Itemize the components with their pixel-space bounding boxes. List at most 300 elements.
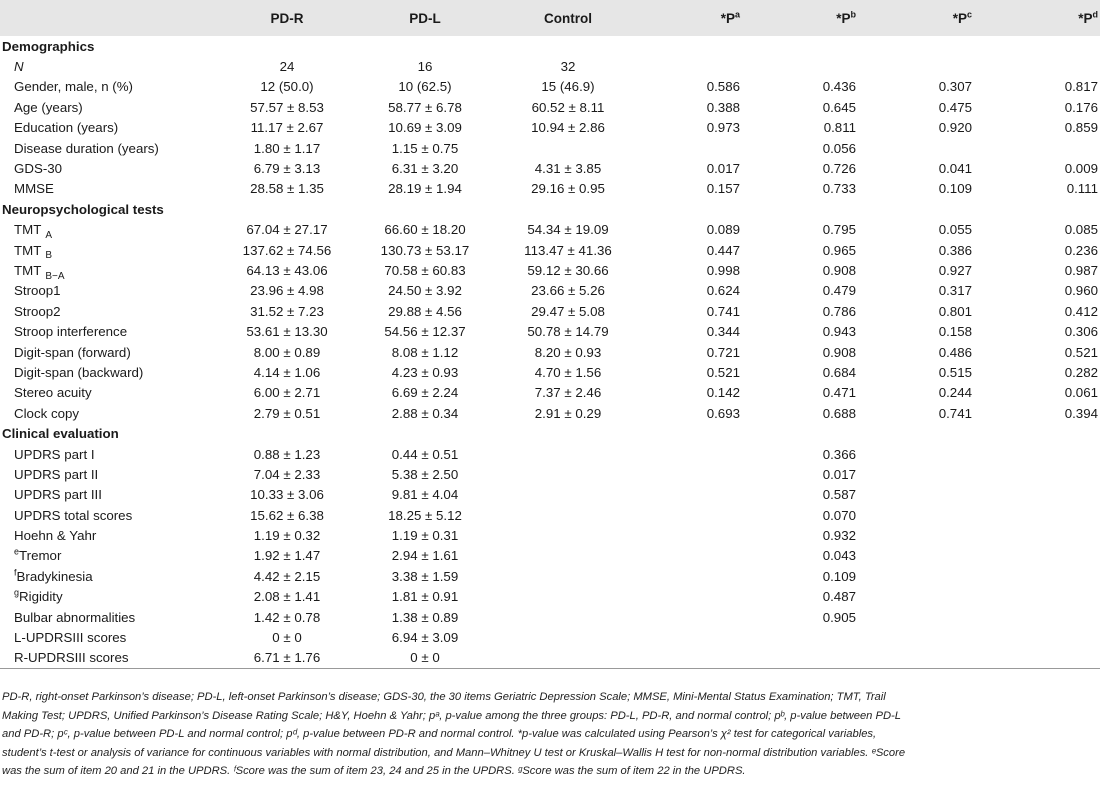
row-label-subscript: B−A bbox=[45, 270, 65, 282]
section-title: Demographics bbox=[2, 38, 95, 54]
row-label bbox=[0, 546, 218, 566]
table-row bbox=[0, 525, 1100, 545]
row-label-text: Stroop1 bbox=[14, 283, 61, 299]
table-row bbox=[0, 97, 1100, 117]
row-label-text: Rigidity bbox=[19, 589, 63, 605]
value-cell: 2.94 ± 1.61 bbox=[391, 548, 459, 564]
p-value-cell: 0.176 bbox=[1064, 99, 1098, 115]
p-value-cell bbox=[642, 444, 758, 464]
value-cell bbox=[494, 505, 642, 525]
p-value-cell bbox=[642, 566, 758, 586]
p-value-cell: 0.486 bbox=[938, 344, 972, 360]
row-label bbox=[0, 118, 218, 138]
p-value-cell: 0.741 bbox=[706, 303, 740, 319]
p-value-cell: 0.927 bbox=[938, 262, 972, 278]
p-value-cell: 0.987 bbox=[1064, 262, 1098, 278]
value-cell: 23.66 ± 5.26 bbox=[531, 283, 605, 299]
p-value-cell: 0.056 bbox=[822, 140, 856, 156]
p-value-cell: 0.109 bbox=[938, 181, 972, 197]
section-title: Clinical evaluation bbox=[2, 426, 119, 442]
table-row bbox=[0, 220, 1100, 240]
row-label-text: UPDRS part III bbox=[14, 487, 102, 503]
row-label bbox=[0, 56, 218, 76]
row-label-marker: f bbox=[14, 567, 17, 578]
p-value-cell: 0.055 bbox=[938, 222, 972, 238]
value-cell: 1.42 ± 0.78 bbox=[253, 609, 321, 625]
row-label bbox=[0, 566, 218, 586]
p-value-cell: 0.412 bbox=[1064, 303, 1098, 319]
value-cell bbox=[494, 138, 642, 158]
section-row bbox=[0, 36, 1100, 56]
p-value-cell: 0.043 bbox=[822, 548, 856, 564]
p-value-cell: 0.587 bbox=[822, 487, 856, 503]
row-label-text: Stroop interference bbox=[14, 324, 128, 340]
p-value-cell: 0.795 bbox=[822, 222, 856, 238]
header-label bbox=[0, 0, 218, 36]
p-value-cell bbox=[874, 648, 990, 668]
row-label-text: Clock copy bbox=[14, 405, 80, 421]
p-value-cell bbox=[874, 505, 990, 525]
value-cell bbox=[494, 444, 642, 464]
value-cell: 1.19 ± 0.31 bbox=[391, 528, 459, 544]
table-row bbox=[0, 362, 1100, 382]
p-value-cell bbox=[990, 464, 1100, 484]
row-label bbox=[0, 321, 218, 341]
p-value-cell: 0.817 bbox=[1064, 79, 1098, 95]
p-value-cell: 0.017 bbox=[706, 161, 740, 177]
p-value-cell bbox=[874, 464, 990, 484]
p-value-cell: 0.801 bbox=[938, 303, 972, 319]
value-cell: 32 bbox=[560, 59, 576, 75]
value-cell: 10.33 ± 3.06 bbox=[250, 487, 324, 503]
p-value-cell: 0.386 bbox=[938, 242, 972, 258]
p-value-cell bbox=[874, 485, 990, 505]
value-cell: 1.38 ± 0.89 bbox=[391, 609, 459, 625]
value-cell: 54.56 ± 12.37 bbox=[384, 324, 466, 340]
p-value-cell bbox=[642, 138, 758, 158]
p-value-cell: 0.684 bbox=[822, 364, 856, 380]
row-label bbox=[0, 403, 218, 423]
row-label bbox=[0, 587, 218, 607]
p-value-cell: 0.965 bbox=[822, 242, 856, 258]
row-label-text: Stereo acuity bbox=[14, 385, 92, 401]
header-p-a-sup: a bbox=[734, 9, 740, 19]
p-value-cell: 0.973 bbox=[706, 120, 740, 136]
p-value-cell bbox=[642, 607, 758, 627]
p-value-cell: 0.859 bbox=[1064, 120, 1098, 136]
value-cell: 0 ± 0 bbox=[356, 648, 494, 668]
value-cell bbox=[494, 648, 642, 668]
row-label-text: UPDRS part I bbox=[14, 446, 95, 462]
p-value-cell: 0.157 bbox=[706, 181, 740, 197]
value-cell: 113.47 ± 41.36 bbox=[524, 242, 612, 258]
p-value-cell bbox=[758, 648, 874, 668]
header-p-d-sup: d bbox=[1092, 9, 1098, 19]
row-label bbox=[0, 97, 218, 117]
p-value-cell: 0.070 bbox=[822, 507, 856, 523]
value-cell bbox=[494, 546, 642, 566]
value-cell: 53.61 ± 13.30 bbox=[246, 324, 328, 340]
value-cell: 2.88 ± 0.34 bbox=[391, 405, 459, 421]
value-cell: 6.69 ± 2.24 bbox=[391, 385, 459, 401]
table-row bbox=[0, 56, 1100, 76]
p-value-cell: 0.236 bbox=[1064, 242, 1098, 258]
row-label bbox=[0, 485, 218, 505]
header-p-b-prefix: *P bbox=[836, 10, 851, 26]
p-value-cell: 0.447 bbox=[706, 242, 740, 258]
value-cell: 6.94 ± 3.09 bbox=[391, 630, 459, 646]
row-label-marker: g bbox=[14, 587, 20, 598]
value-cell: 29.88 ± 4.56 bbox=[388, 303, 462, 319]
header-p-a bbox=[642, 0, 758, 36]
p-value-cell: 0.693 bbox=[706, 405, 740, 421]
header-p-d bbox=[990, 0, 1100, 36]
value-cell: 0.88 ± 1.23 bbox=[253, 446, 321, 462]
row-label bbox=[0, 464, 218, 484]
value-cell: 58.77 ± 6.78 bbox=[388, 99, 462, 115]
section-title: Neuropsychological tests bbox=[2, 201, 164, 217]
table-row bbox=[0, 321, 1100, 341]
p-value-cell bbox=[990, 607, 1100, 627]
table-row bbox=[0, 485, 1100, 505]
value-cell: 6.79 ± 3.13 bbox=[253, 161, 321, 177]
value-cell: 31.52 ± 7.23 bbox=[250, 303, 324, 319]
value-cell: 4.14 ± 1.06 bbox=[253, 364, 321, 380]
p-value-cell bbox=[642, 505, 758, 525]
row-label-text: Digit-span (backward) bbox=[14, 364, 144, 380]
value-cell: 6.00 ± 2.71 bbox=[253, 385, 321, 401]
table-row bbox=[0, 627, 1100, 647]
row-label bbox=[0, 525, 218, 545]
value-cell: 9.81 ± 4.04 bbox=[391, 487, 459, 503]
value-cell: 1.15 ± 0.75 bbox=[391, 140, 459, 156]
table-row bbox=[0, 260, 1100, 280]
row-label bbox=[0, 158, 218, 178]
p-value-cell: 0.721 bbox=[706, 344, 740, 360]
p-value-cell bbox=[874, 138, 990, 158]
value-cell: 10.69 ± 3.09 bbox=[388, 120, 462, 136]
p-value-cell: 0.943 bbox=[822, 324, 856, 340]
header-control: Control bbox=[544, 10, 592, 26]
row-label bbox=[0, 179, 218, 199]
value-cell: 23.96 ± 4.98 bbox=[250, 283, 324, 299]
p-value-cell: 0.142 bbox=[706, 385, 740, 401]
p-value-cell: 0.515 bbox=[938, 364, 972, 380]
p-value-cell: 0.085 bbox=[1064, 222, 1098, 238]
p-value-cell: 0.932 bbox=[822, 528, 856, 544]
table-body bbox=[0, 36, 1100, 668]
row-label-text: Education (years) bbox=[14, 120, 119, 136]
header-p-d-prefix: *P bbox=[1078, 10, 1093, 26]
table-row bbox=[0, 546, 1100, 566]
p-value-cell: 0.624 bbox=[706, 283, 740, 299]
value-cell: 10 (62.5) bbox=[398, 79, 452, 95]
p-value-cell bbox=[990, 525, 1100, 545]
value-cell: 70.58 ± 60.83 bbox=[384, 262, 466, 278]
p-value-cell bbox=[642, 464, 758, 484]
p-value-cell: 0.920 bbox=[938, 120, 972, 136]
p-value-cell bbox=[874, 566, 990, 586]
p-value-cell: 0.388 bbox=[706, 99, 740, 115]
value-cell: 24 bbox=[279, 59, 295, 75]
row-label bbox=[0, 342, 218, 362]
table-row bbox=[0, 464, 1100, 484]
row-label-text: L-UPDRSIII scores bbox=[14, 630, 127, 646]
p-value-cell bbox=[642, 56, 758, 76]
value-cell: 4.23 ± 0.93 bbox=[391, 364, 459, 380]
footnote-line: Making Test; UPDRS, Unified Parkinson’s Disease Rating Scale; H&Y, Hoehn & Yahr; pᵃ, p-value among the three groups: PD-L, PD-R, and normal control; pᵇ, p-value between PD-L bbox=[2, 709, 902, 722]
p-value-cell bbox=[874, 587, 990, 607]
row-label-text: N bbox=[14, 59, 24, 75]
p-value-cell bbox=[990, 566, 1100, 586]
p-value-cell bbox=[874, 607, 990, 627]
p-value-cell bbox=[874, 546, 990, 566]
p-value-cell: 0.158 bbox=[938, 324, 972, 340]
value-cell: 130.73 ± 53.17 bbox=[380, 242, 470, 258]
value-cell: 11.17 ± 2.67 bbox=[250, 120, 324, 136]
value-cell: 10.94 ± 2.86 bbox=[531, 120, 605, 136]
row-label-text: TMT bbox=[14, 242, 42, 258]
value-cell bbox=[494, 607, 642, 627]
row-label-text: Stroop2 bbox=[14, 303, 61, 319]
table-row bbox=[0, 138, 1100, 158]
row-label-text: TMT bbox=[14, 262, 42, 278]
footnote-line: PD-R, right-onset Parkinson’s disease; PD-L, left-onset Parkinson’s disease; GDS-30, the 30 items Geriatric Depression Scale; MMSE, Mini-Mental Status Examination; TMT, Trail bbox=[2, 691, 886, 703]
p-value-cell: 0.521 bbox=[1064, 344, 1098, 360]
p-value-cell bbox=[874, 56, 990, 76]
p-value-cell: 0.109 bbox=[822, 568, 856, 584]
row-label-text: UPDRS total scores bbox=[14, 507, 133, 523]
value-cell: 15.62 ± 6.38 bbox=[250, 507, 324, 523]
p-value-cell: 0.960 bbox=[1064, 283, 1098, 299]
value-cell: 0 ± 0 bbox=[272, 630, 302, 646]
p-value-cell bbox=[990, 485, 1100, 505]
p-value-cell: 0.306 bbox=[1064, 324, 1098, 340]
value-cell: 8.00 ± 0.89 bbox=[253, 344, 321, 360]
p-value-cell bbox=[990, 505, 1100, 525]
p-value-cell bbox=[990, 56, 1100, 76]
value-cell: 29.47 ± 5.08 bbox=[531, 303, 605, 319]
p-value-cell bbox=[990, 587, 1100, 607]
value-cell: 4.70 ± 1.56 bbox=[534, 364, 602, 380]
value-cell: 3.38 ± 1.59 bbox=[391, 568, 459, 584]
p-value-cell: 0.282 bbox=[1064, 364, 1098, 380]
p-value-cell bbox=[642, 546, 758, 566]
value-cell: 4.42 ± 2.15 bbox=[253, 568, 321, 584]
value-cell: 15 (46.9) bbox=[541, 79, 595, 95]
table-row bbox=[0, 383, 1100, 403]
p-value-cell: 0.688 bbox=[822, 405, 856, 421]
row-label bbox=[0, 627, 218, 647]
value-cell: 1.81 ± 0.91 bbox=[391, 589, 459, 605]
value-cell: 2.79 ± 0.51 bbox=[253, 405, 321, 421]
value-cell: 59.12 ± 30.66 bbox=[527, 262, 609, 278]
p-value-cell: 0.645 bbox=[822, 99, 856, 115]
row-label-text: TMT bbox=[14, 222, 42, 238]
p-value-cell: 0.436 bbox=[822, 79, 856, 95]
row-label bbox=[0, 607, 218, 627]
p-value-cell bbox=[990, 138, 1100, 158]
footnote-line: student’s t-test or analysis of variance for continuous variables with normal distribution, and Mann–Whitney U test or Kruskal–Wallis H test for non-normal distribution variables. ᵉScore bbox=[2, 746, 906, 759]
p-value-cell bbox=[874, 525, 990, 545]
row-label bbox=[0, 77, 218, 97]
value-cell: 24.50 ± 3.92 bbox=[388, 283, 462, 299]
header-pd-l: PD-L bbox=[409, 10, 441, 26]
value-cell: 6.71 ± 1.76 bbox=[218, 648, 356, 668]
value-cell: 1.19 ± 0.32 bbox=[253, 528, 321, 544]
table-row bbox=[0, 607, 1100, 627]
header-p-a-prefix: *P bbox=[720, 10, 735, 26]
header-p-c-prefix: *P bbox=[952, 10, 967, 26]
p-value-cell: 0.741 bbox=[938, 405, 972, 421]
table-row bbox=[0, 301, 1100, 321]
p-value-cell: 0.487 bbox=[822, 589, 856, 605]
section-row bbox=[0, 423, 1100, 443]
header-p-c bbox=[874, 0, 990, 36]
p-value-cell: 0.998 bbox=[706, 262, 740, 278]
table-row bbox=[0, 505, 1100, 525]
table-row bbox=[0, 77, 1100, 97]
value-cell: 50.78 ± 14.79 bbox=[527, 324, 609, 340]
footnote-line: was the sum of item 20 and 21 in the UPDRS. ᶠScore was the sum of item 23, 24 and 25 in the UPDRS. ᵍScore was the sum of item 22 in the UPDRS. bbox=[2, 765, 746, 778]
p-value-cell bbox=[758, 56, 874, 76]
p-value-cell bbox=[990, 627, 1100, 647]
value-cell bbox=[494, 627, 642, 647]
row-label bbox=[0, 240, 218, 260]
value-cell: 6.31 ± 3.20 bbox=[391, 161, 459, 177]
p-value-cell bbox=[642, 648, 758, 668]
header-p-c-sup: c bbox=[966, 9, 972, 19]
value-cell: 29.16 ± 0.95 bbox=[531, 181, 605, 197]
table-row bbox=[0, 403, 1100, 423]
value-cell: 8.20 ± 0.93 bbox=[534, 344, 602, 360]
value-cell bbox=[494, 485, 642, 505]
row-label-text: R-UPDRSIII scores bbox=[14, 650, 129, 666]
p-value-cell: 0.733 bbox=[822, 181, 856, 197]
p-value-cell bbox=[990, 444, 1100, 464]
value-cell: 0.44 ± 0.51 bbox=[391, 446, 459, 462]
value-cell bbox=[494, 587, 642, 607]
table-row bbox=[0, 444, 1100, 464]
value-cell: 7.37 ± 2.46 bbox=[534, 385, 602, 401]
value-cell: 57.57 ± 8.53 bbox=[250, 99, 324, 115]
p-value-cell bbox=[990, 648, 1100, 668]
row-label bbox=[0, 260, 218, 280]
p-value-cell: 0.394 bbox=[1064, 405, 1098, 421]
p-value-cell: 0.041 bbox=[938, 161, 972, 177]
value-cell: 18.25 ± 5.12 bbox=[388, 507, 462, 523]
header-p-b bbox=[758, 0, 874, 36]
value-cell: 28.19 ± 1.94 bbox=[388, 181, 462, 197]
header-pd-r: PD-R bbox=[270, 10, 304, 26]
table-row bbox=[0, 118, 1100, 138]
p-value-cell: 0.344 bbox=[706, 324, 740, 340]
p-value-cell: 0.905 bbox=[822, 609, 856, 625]
section-row bbox=[0, 199, 1100, 219]
table-row bbox=[0, 342, 1100, 362]
value-cell: 8.08 ± 1.12 bbox=[391, 344, 459, 360]
p-value-cell: 0.586 bbox=[706, 79, 740, 95]
p-value-cell: 0.307 bbox=[938, 79, 972, 95]
table-row bbox=[0, 158, 1100, 178]
value-cell: 54.34 ± 19.09 bbox=[527, 222, 609, 238]
p-value-cell bbox=[874, 627, 990, 647]
value-cell: 137.62 ± 74.56 bbox=[242, 242, 332, 258]
value-cell: 2.08 ± 1.41 bbox=[253, 589, 321, 605]
row-label-text: Digit-span (forward) bbox=[14, 344, 131, 360]
row-label-marker: e bbox=[14, 547, 20, 558]
p-value-cell: 0.089 bbox=[706, 222, 740, 238]
table-row bbox=[0, 648, 1100, 668]
p-value-cell: 0.521 bbox=[706, 364, 740, 380]
p-value-cell bbox=[642, 525, 758, 545]
p-value-cell: 0.811 bbox=[823, 120, 856, 136]
value-cell: 67.04 ± 27.17 bbox=[246, 222, 328, 238]
row-label-text: Gender, male, n (%) bbox=[14, 79, 133, 95]
p-value-cell: 0.366 bbox=[822, 446, 856, 462]
row-label-text: Hoehn & Yahr bbox=[14, 528, 97, 544]
p-value-cell bbox=[642, 627, 758, 647]
value-cell bbox=[494, 566, 642, 586]
value-cell: 4.31 ± 3.85 bbox=[534, 161, 602, 177]
p-value-cell bbox=[990, 546, 1100, 566]
p-value-cell: 0.475 bbox=[938, 99, 972, 115]
value-cell: 2.91 ± 0.29 bbox=[534, 405, 602, 421]
p-value-cell bbox=[874, 444, 990, 464]
table-footnotes bbox=[2, 688, 1096, 781]
row-label bbox=[0, 138, 218, 158]
p-value-cell: 0.009 bbox=[1064, 161, 1098, 177]
value-cell: 12 (50.0) bbox=[260, 79, 314, 95]
value-cell: 7.04 ± 2.33 bbox=[253, 466, 321, 482]
row-label bbox=[0, 505, 218, 525]
p-value-cell: 0.244 bbox=[938, 385, 972, 401]
value-cell bbox=[494, 525, 642, 545]
footnote-line: and PD-R; pᶜ, p-value between PD-L and normal control; pᵈ, p-value between PD-R and normal control. *p-value was calculated using Pearson’s χ² test for categorical variables, bbox=[2, 728, 877, 741]
row-label-subscript: B bbox=[45, 250, 52, 262]
p-value-cell: 0.111 bbox=[1066, 181, 1098, 197]
header-p-b-sup: b bbox=[850, 9, 856, 19]
p-value-cell: 0.479 bbox=[822, 283, 856, 299]
row-label-subscript: A bbox=[45, 229, 52, 241]
p-value-cell: 0.786 bbox=[822, 303, 856, 319]
table-row bbox=[0, 281, 1100, 301]
table-row bbox=[0, 587, 1100, 607]
value-cell: 16 bbox=[417, 59, 433, 75]
value-cell bbox=[494, 464, 642, 484]
p-value-cell: 0.908 bbox=[822, 262, 856, 278]
value-cell: 5.38 ± 2.50 bbox=[391, 466, 459, 482]
row-label-text: Bulbar abnormalities bbox=[14, 609, 136, 625]
p-value-cell bbox=[758, 627, 874, 647]
table-row bbox=[0, 240, 1100, 260]
p-value-cell: 0.908 bbox=[822, 344, 856, 360]
value-cell: 66.60 ± 18.20 bbox=[384, 222, 466, 238]
row-label bbox=[0, 444, 218, 464]
row-label bbox=[0, 383, 218, 403]
row-label-text: Age (years) bbox=[14, 99, 83, 115]
p-value-cell bbox=[642, 587, 758, 607]
value-cell: 64.13 ± 43.06 bbox=[246, 262, 328, 278]
table-row bbox=[0, 566, 1100, 586]
row-label bbox=[0, 220, 218, 240]
row-label-text: Bradykinesia bbox=[16, 568, 93, 584]
row-label bbox=[0, 281, 218, 301]
p-value-cell bbox=[642, 485, 758, 505]
row-label-text: Disease duration (years) bbox=[14, 140, 159, 156]
p-value-cell: 0.061 bbox=[1064, 385, 1098, 401]
table-header bbox=[0, 0, 1100, 36]
